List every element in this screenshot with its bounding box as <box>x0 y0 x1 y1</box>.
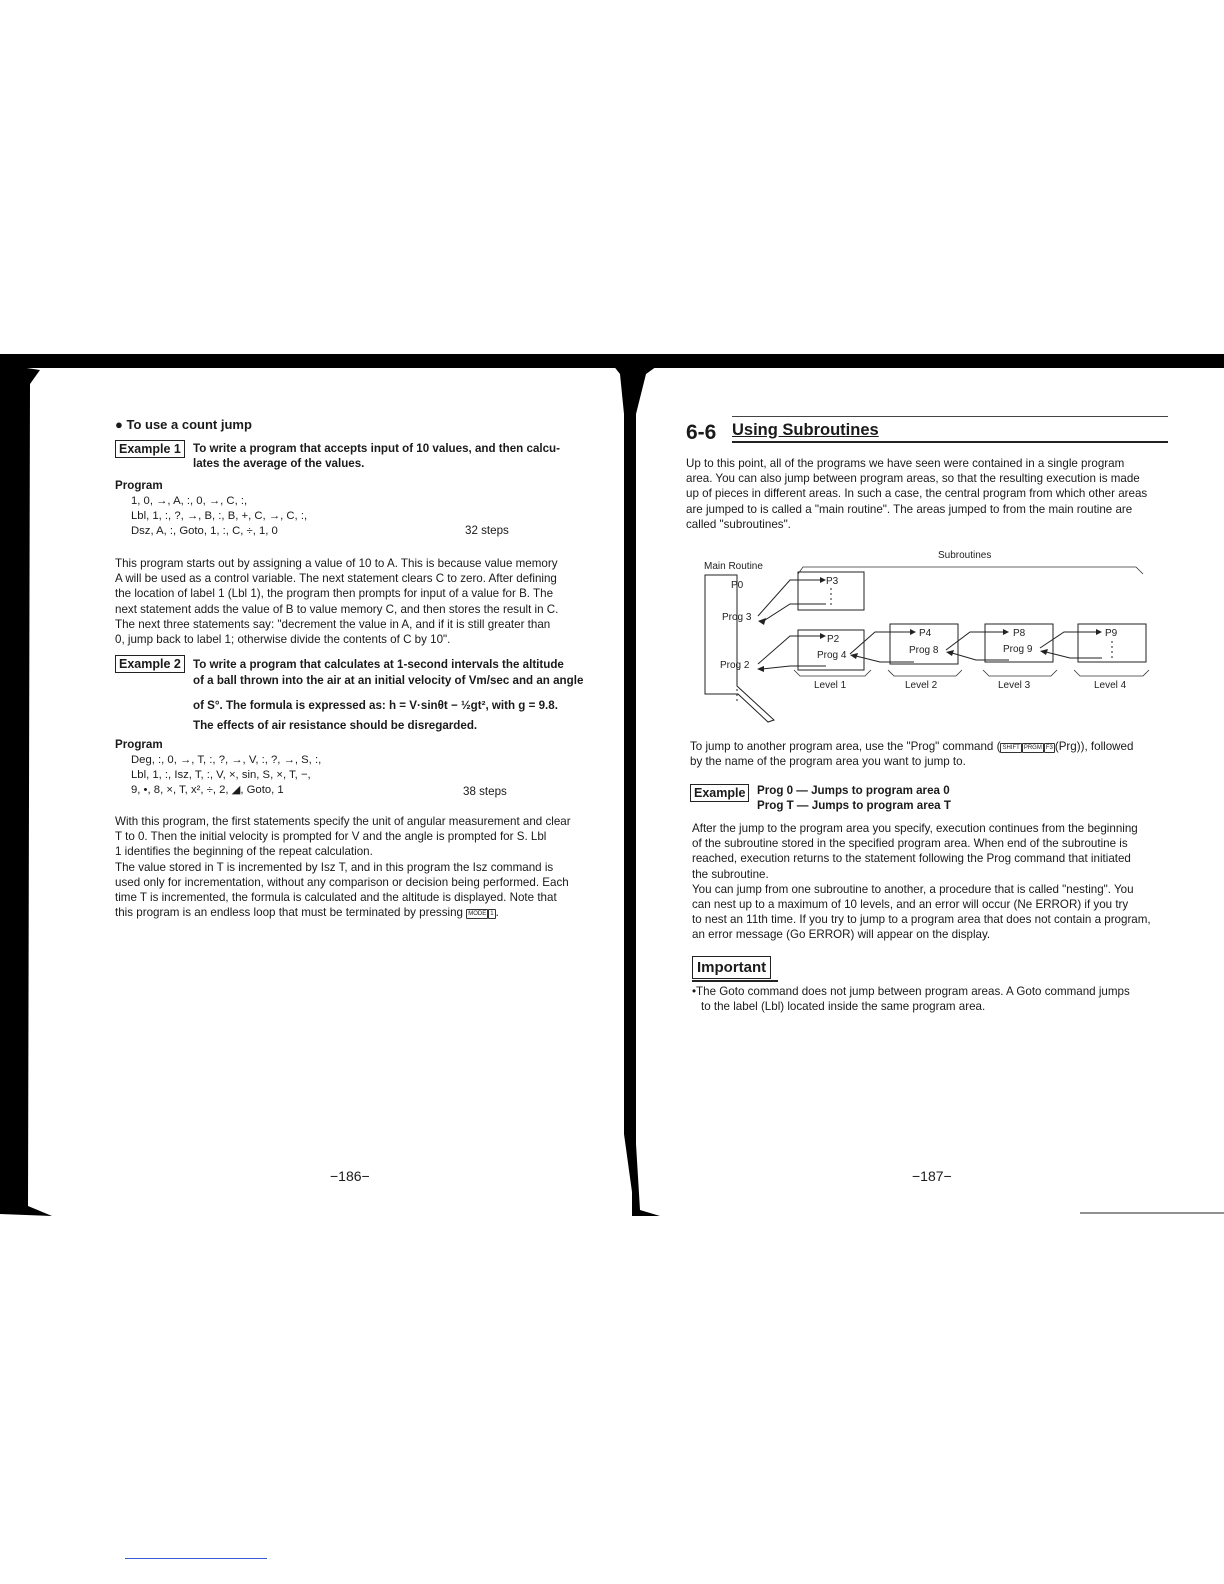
call-arrow <box>1040 632 1096 648</box>
jump-line-text: (Prg)), followed <box>1054 740 1134 753</box>
section-rule-top <box>732 416 1168 417</box>
intro-line: Up to this point, all of the programs we have seen were contained in a single program <box>686 457 1125 470</box>
f3-key-icon: F3 <box>1045 745 1053 751</box>
one-key-icon: 1 <box>490 911 494 918</box>
prog9-label: Prog 9 <box>1003 644 1033 655</box>
bullet-icon: ● <box>115 417 123 432</box>
page-number-left: −186− <box>330 1168 370 1184</box>
code-line: Lbl, 1, :, ?, →, B, :, B, +, C, →, C, :, <box>131 510 308 522</box>
code-line: Lbl, 1, :, Isz, T, :, V, ×, sin, S, ×, T, −, <box>131 769 311 781</box>
level2-label: Level 2 <box>905 680 938 691</box>
desc-line: next statement adds the value of B to value memory C, and then stores the result in C. <box>115 602 559 616</box>
example1-label <box>115 440 185 458</box>
jump-line-text: To jump to another program area, use the "Prog" command ( <box>690 740 1001 753</box>
subroutine-diagram <box>700 544 1160 728</box>
return-arrow <box>762 604 826 622</box>
level-brace <box>983 670 1057 676</box>
example-label-text: Example <box>690 784 749 802</box>
call-arrow <box>850 632 910 654</box>
desc-line: A will be used as a control variable. The next statement clears C to zero. After defining <box>115 572 557 586</box>
example-line: Prog 0 — Jumps to program area 0 <box>757 784 950 797</box>
important-line: to the label (Lbl) located inside the same program area. <box>701 1000 986 1014</box>
call-arrow <box>946 632 1003 650</box>
arrow-head-icon <box>757 666 764 672</box>
section-title: Using Subroutines <box>732 421 879 439</box>
desc-line: used only for incrementation, without any comparison or decision being performed. Each <box>115 875 569 889</box>
arrow-head-icon <box>850 653 858 659</box>
count-jump-heading <box>115 417 252 432</box>
scan-blue-mark <box>125 1558 267 1559</box>
after-line: to nest an 11th time. If you try to jump to a program area that does not contain a program, <box>692 913 1151 927</box>
level4-label: Level 4 <box>1094 680 1127 691</box>
intro-line: called "subroutines". <box>686 517 791 531</box>
p8-label: P8 <box>1013 628 1026 639</box>
jump-line-text: by the name of the program area you want to jump to. <box>690 755 966 769</box>
subroutines-brace <box>798 567 1143 574</box>
example2-title-line: The effects of air resistance should be disregarded. <box>193 719 478 732</box>
example2-program-heading: Program <box>115 738 163 751</box>
important-label: Important <box>692 956 771 979</box>
prog3-label: Prog 3 <box>722 612 752 623</box>
example2-description <box>115 814 600 920</box>
intro-line: are jumped to is called a "main routine". The areas jumped to from the main routine are <box>686 502 1133 516</box>
p4-label: P4 <box>919 628 932 639</box>
level-brace <box>888 670 962 676</box>
after-line: the subroutine. <box>692 867 769 881</box>
subroutines-label: Subroutines <box>938 550 992 561</box>
prgm-key-icon: PRGM <box>1023 745 1042 751</box>
important-line: •The Goto command does not jump between program areas. A Goto command jumps <box>692 985 1130 998</box>
nesting-paragraph <box>692 821 1176 943</box>
desc-line-with-keys: this program is an endless loop that must be terminated by pressing MODE 1 . <box>115 906 499 920</box>
main-routine-box <box>705 575 774 722</box>
arrow-head-icon <box>820 633 826 639</box>
example2-title <box>193 657 603 734</box>
example1-title <box>193 441 603 471</box>
example-line: Prog T — Jumps to program area T <box>757 799 951 813</box>
call-arrow <box>758 636 820 664</box>
example2-label <box>115 655 185 673</box>
desc-line: The value stored in T is incremented by Isz T, and in this program the Isz command is <box>115 860 554 874</box>
desc-line: This program starts out by assigning a value of 10 to A. This is because value memory <box>115 557 558 570</box>
code-line: Dsz, A, :, Goto, 1, :, C, ÷, 1, 0 <box>131 525 278 537</box>
p0-label: P0 <box>731 580 744 591</box>
return-arrow <box>762 666 826 669</box>
intro-paragraph <box>686 456 1170 532</box>
arrow-head-icon <box>910 629 916 635</box>
arrow-head-icon <box>758 618 766 625</box>
jump-paragraph <box>690 739 1174 769</box>
section-rule-bottom <box>732 441 1168 443</box>
desc-line: With this program, the first statements specify the unit of angular measurement and clear <box>115 815 571 828</box>
after-line: can nest up to a maximum of 10 levels, and an error will occur (Ne ERROR) if you try <box>692 898 1129 912</box>
level-brace <box>794 670 871 676</box>
example1-code <box>131 494 307 539</box>
after-line: an error message (Go ERROR) will appear on the display. <box>692 928 991 942</box>
level1-label: Level 1 <box>814 680 847 691</box>
example2-title-line: To write a program that calculates at 1-second intervals the altitude <box>193 658 564 671</box>
example1-steps: 32 steps <box>465 524 509 537</box>
after-line: reached, execution returns to the statement following the Prog command that initiated <box>692 852 1131 866</box>
example1-label-text: Example 1 <box>115 440 185 458</box>
p9-label: P9 <box>1105 628 1118 639</box>
count-jump-title: To use a count jump <box>126 417 252 432</box>
intro-line: area. You can also jump between program areas, so that the resulting execution is made <box>686 472 1140 486</box>
return-arrow <box>1046 652 1102 658</box>
after-line: You can jump from one subroutine to another, a procedure that is called "nesting". You <box>692 882 1134 896</box>
example1-title-line: To write a program that accepts input of 10 values, and then calcu- <box>193 442 560 455</box>
desc-line: The next three statements say: "decrement the value in A, and if it is still greater than <box>115 617 551 631</box>
example2-steps: 38 steps <box>463 785 507 798</box>
level3-label: Level 3 <box>998 680 1031 691</box>
level-brace <box>1074 670 1149 676</box>
desc-line: 1 identifies the beginning of the repeat calculation. <box>115 845 373 859</box>
prog2-label: Prog 2 <box>720 660 750 671</box>
desc-line: time T is incremented, the formula is calculated and the altitude is displayed. Note that <box>115 891 557 905</box>
desc-line: 0, jump back to label 1; otherwise divide the contents of C by 10". <box>115 633 451 647</box>
section-number: 6-6 <box>686 421 717 444</box>
example1-program-heading: Program <box>115 479 163 492</box>
shift-key-icon: SHIFT <box>1002 745 1020 751</box>
call-arrow <box>758 580 820 616</box>
example1-title-line: lates the average of the values. <box>193 457 365 471</box>
p2-label: P2 <box>827 634 840 645</box>
example-label <box>690 784 749 802</box>
arrow-head-icon <box>1040 649 1048 655</box>
prog4-label: Prog 4 <box>817 650 847 661</box>
example1-description <box>115 556 600 647</box>
code-line: 1, 0, →, A, :, 0, →, C, :, <box>131 495 248 507</box>
example2-formula-line: of S°. The formula is expressed as: h = V·sinθt − ½gt², with g = 9.8. <box>193 699 558 712</box>
return-arrow <box>952 653 1009 660</box>
mode-key-icon: MODE <box>468 911 487 918</box>
p3-label: P3 <box>826 576 839 587</box>
main-routine-label: Main Routine <box>704 561 763 572</box>
example2-code <box>131 753 321 798</box>
example2-title-line: of a ball thrown into the air at an initial velocity of Vm/sec and an angle <box>193 674 584 687</box>
jump-line-with-keys <box>690 739 1174 754</box>
example2-label-text: Example 2 <box>115 655 185 673</box>
important-underline <box>692 980 778 982</box>
desc-line: this program is an endless loop that must be terminated by pressing <box>115 906 463 920</box>
desc-line: T to 0. Then the initial velocity is prompted for V and the angle is prompted for S. Lbl <box>115 830 547 844</box>
return-arrow <box>856 656 914 662</box>
intro-line: up of pieces in different areas. In such a case, the central program from which other areas <box>686 487 1148 501</box>
arrow-head-icon <box>946 650 954 656</box>
example-lines <box>757 783 951 813</box>
arrow-head-icon <box>1096 629 1102 635</box>
page-number-right: −187− <box>912 1168 952 1184</box>
important-note <box>692 984 1180 1014</box>
arrow-head-icon <box>1003 629 1009 635</box>
after-line: After the jump to the program area you specify, execution continues from the beginning <box>692 822 1138 835</box>
prog8-label: Prog 8 <box>909 645 939 656</box>
code-line: 9, •, 8, ×, T, x², ÷, 2, ◢, Goto, 1 <box>131 784 284 796</box>
after-line: of the subroutine stored in the specified program area. When end of the subroutine is <box>692 837 1128 851</box>
code-line: Deg, :, 0, →, T, :, ?, →, V, :, ?, →, S, :, <box>131 754 322 766</box>
desc-line: the location of label 1 (Lbl 1), the program then prompts for input of a value for B. The <box>115 587 554 601</box>
